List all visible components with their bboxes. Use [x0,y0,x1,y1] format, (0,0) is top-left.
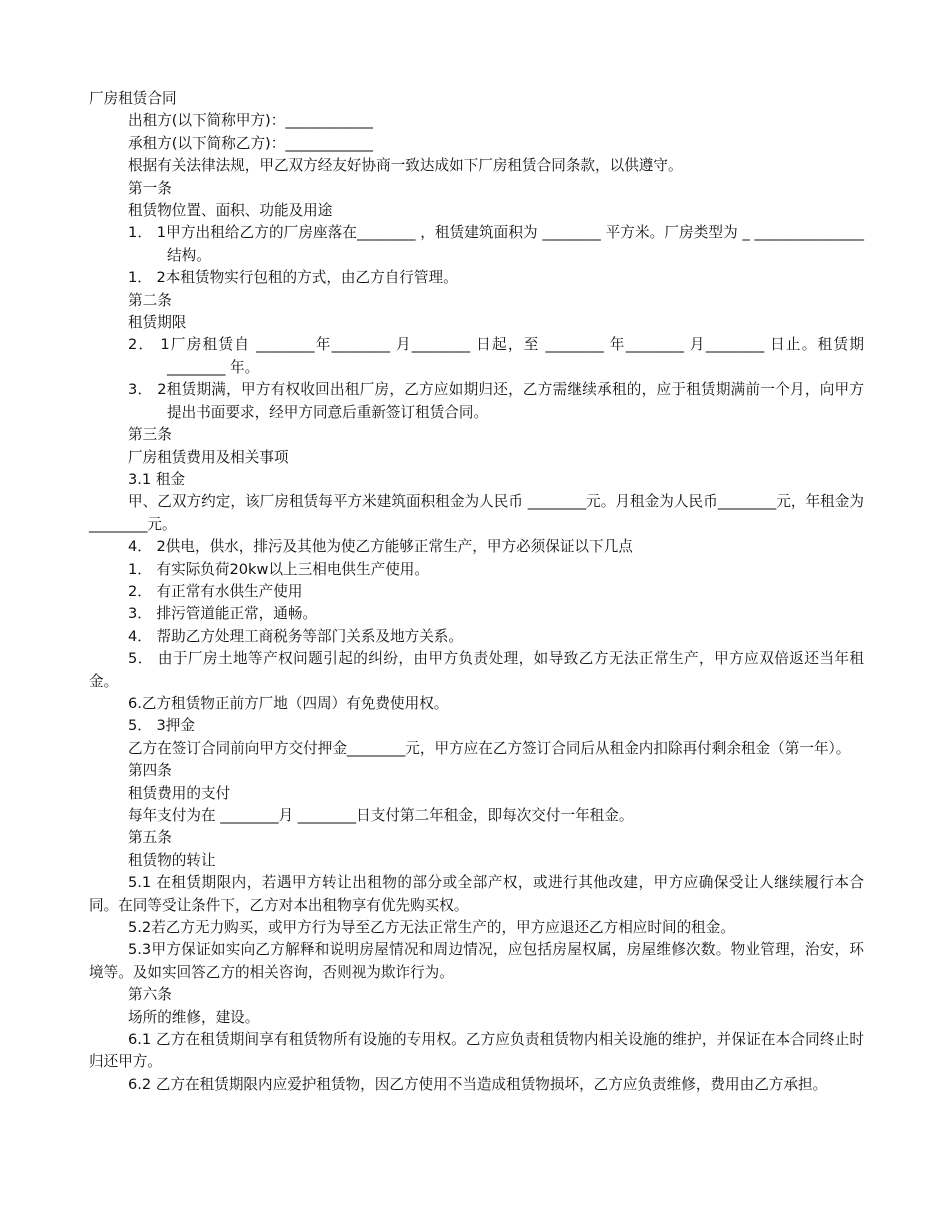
article-1-heading: 第一条 [128,179,172,197]
guarantee-item-2: 2． 有正常有水供生产使用 [128,582,303,600]
article-4-heading: 第四条 [128,762,172,780]
guarantee-item-5: 5． 由于厂房土地等产权问题引起的纠纷，由甲方负责处理，如导致乙方无法正常生产，甲方应双倍返还当年租金。 [89,650,864,690]
article-5-title: 租赁物的转让 [128,851,216,869]
article-6-heading: 第六条 [128,986,172,1004]
article-6-title: 场所的维修，建设。 [128,1008,260,1026]
document-title: 厂房租赁合同 [89,90,177,107]
rent-paragraph: 甲、乙双方约定，该厂房租赁每平方米建筑面积租金为人民币 ________元。月租金为人民币________元，年租金为________元。 [89,493,864,533]
article-3-heading: 第三条 [128,426,172,444]
clause-3-3-heading: 5． 3押金 [128,717,195,735]
guarantee-item-3: 3． 排污管道能正常，通畅。 [128,605,318,623]
clause-3-1-heading: 3.1 租金 [128,470,186,488]
article-2-heading: 第二条 [128,291,172,309]
deposit-paragraph: 乙方在签订合同前向甲方交付押金________元，甲方应在乙方签订合同后从租金内扣除再付剩余租金（第一年）。 [128,739,851,757]
article-5-heading: 第五条 [128,829,172,847]
contract-document [89,88,864,1096]
lessee-line: 承租方(以下简称乙方)：____________ [128,134,373,152]
clause-5-2: 5.2若乙方无力购买，或甲方行为导至乙方无法正常生产的，甲方应退还乙方相应时间的租金。 [128,919,735,937]
article-4-title: 租赁费用的支付 [128,784,231,802]
payment-paragraph: 每年支付为在 ________月 ________日支付第二年租金，即每次交付一年租金。 [128,807,634,824]
clause-6-2: 6.2 乙方在租赁期限内应爱护租赁物，因乙方使用不当造成租赁物损坏，乙方应负责维修，费用由乙方承担。 [128,1075,828,1093]
clause-6-1: 6.1 乙方在租赁期间享有租赁物所有设施的专用权。乙方应负责租赁物内相关设施的维护，并保证在本合同终止时归还甲方。 [89,1031,864,1071]
guarantee-item-4: 4． 帮助乙方处理工商税务等部门关系及地方关系。 [128,627,463,645]
clause-1-2: 1． 2本租赁物实行包租的方式，由乙方自行管理。 [128,269,458,287]
article-1-title: 租赁物位置、面积、功能及用途 [128,202,333,220]
guarantee-item-1: 1． 有实际负荷20kw以上三相电供生产使用。 [128,560,429,578]
guarantee-item-6: 6.乙方租赁物正前方厂地（四周）有免费使用权。 [128,694,449,712]
clause-5-1: 5.1 在租赁期限内，若遇甲方转让出租物的部分或全部产权，或进行其他改建，甲方应确保受让人继续履行本合同。在同等受让条件下，乙方对本出租物享有优先购买权。 [89,874,864,914]
preamble: 根据有关法律法规，甲乙双方经友好协商一致达成如下厂房租赁合同条款，以供遵守。 [128,157,683,175]
clause-2-2: 3． 2租赁期满，甲方有权收回出租厂房，乙方应如期归还，乙方需继续承租的，应于租赁期满前一个月，向甲方提出书面要求，经甲方同意后重新签订租赁合同。 [128,381,864,421]
article-2-title: 租赁期限 [128,314,187,332]
lessor-line: 出租方(以下简称甲方)：____________ [128,112,373,130]
clause-3-2: 4． 2供电，供水，排污及其他为使乙方能够正常生产，甲方必须保证以下几点 [128,538,633,556]
clause-2-1: 2． 1厂房租赁自 ________年________ 月________ 日起，至 ________ 年________ 月________ 日止。租赁期________ 年。 [128,336,864,376]
article-3-title: 厂房租赁费用及相关事项 [128,448,289,466]
clause-1-1: 1． 1甲方出租给乙方的厂房座落在________ ，租赁建筑面积为 ________ 平方米。厂房类型为 _ _______________ 结构。 [128,224,864,264]
clause-5-3: 5.3甲方保证如实向乙方解释和说明房屋情况和周边情况，应包括房屋权属，房屋维修次数。物业管理，治安，环境等。及如实回答乙方的相关咨询，否则视为欺诈行为。 [89,941,864,981]
